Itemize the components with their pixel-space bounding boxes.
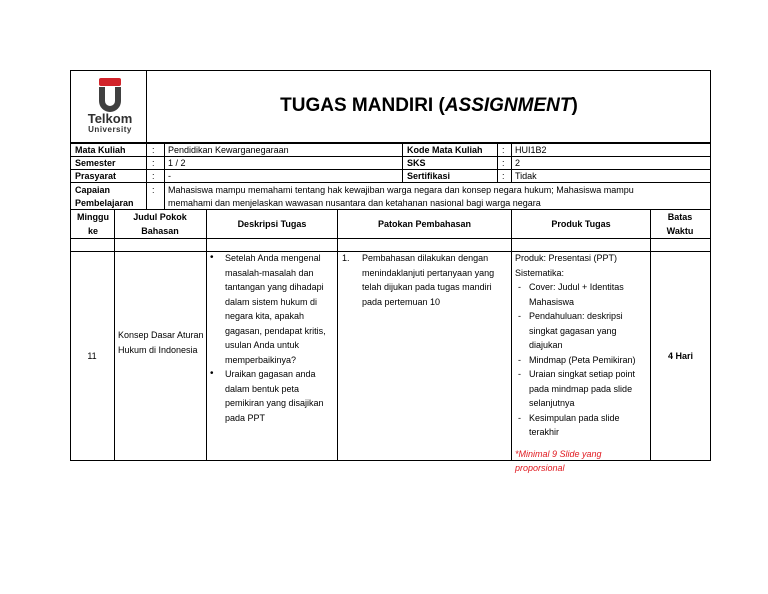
row-batas: 4 Hari (667, 351, 693, 361)
title-italic: ASSIGNMENT (444, 95, 572, 116)
colon: : (502, 171, 505, 181)
info-row-line (70, 169, 711, 170)
produk-item: - Kesimpulan pada slide terakhir (515, 411, 651, 440)
kode-label: Kode Mata Kuliah (407, 145, 483, 155)
prasyarat-label: Prasyarat (75, 171, 117, 181)
info-row-line (70, 156, 711, 157)
task-col-line (114, 209, 115, 461)
header-batas: Batas Waktu (666, 212, 694, 236)
sertifikasi-label: Sertifikasi (407, 171, 451, 181)
mata-kuliah-value: Pendidikan Kewarganegaraan (168, 145, 289, 155)
produk-item: - Cover: Judul + Identitas Mahasiswa (515, 280, 651, 309)
produk-line: Produk: Presentasi (PPT) (515, 253, 618, 263)
telkom-logo (84, 75, 136, 137)
title-end: ) (571, 95, 578, 116)
row-judul: Konsep Dasar Aturan Hukum di Indonesia (118, 330, 204, 355)
logo-brand: Telkom (87, 111, 133, 126)
header-patokan: Patokan Pembahasan (377, 219, 472, 229)
colon: : (502, 158, 505, 168)
deskripsi-item: • Setelah Anda mengenal masalah-masalah dan tantangan yang dihadapi dalam sistem hukum di negara kita, apakah gagasan, pendapat kritis, usulan Anda untuk memperbaikinya? (209, 251, 337, 367)
colon: : (152, 171, 155, 181)
info-col-line (164, 143, 165, 210)
produk-line: Sistematika: (515, 267, 565, 278)
produk-item: - Mindmap (Peta Pemikiran) (515, 353, 651, 368)
task-col-line (511, 209, 512, 461)
capaian-value-2: memahami dan menjelaskan wawasan nusantara dan ketahanan nasional bagi warga negara (168, 198, 541, 208)
row-minggu: 11 (87, 351, 97, 361)
row-patokan: Pembahasan dilakukan dengan menindaklanjuti pertanyaan yang telah dijukan pada tugas mandiri pada pertemuan 10 (362, 253, 495, 307)
info-col-line (497, 143, 498, 182)
logo-sub: University (88, 125, 132, 134)
capaian-label-1: Capaian (75, 185, 111, 195)
colon: : (152, 145, 155, 155)
header-deskripsi: Deskripsi Tugas (237, 219, 307, 229)
produk-note: *Minimal 9 Slide yang proporsional (515, 448, 602, 473)
page-title (147, 94, 711, 118)
produk-item: - Uraian singkat setiap point pada mindmap pada slide selanjutnya (515, 367, 651, 411)
row-deskripsi (209, 251, 337, 425)
info-col-line (146, 143, 147, 210)
info-col-line (402, 143, 403, 182)
task-row-line (70, 238, 711, 239)
colon: : (152, 185, 155, 195)
colon: : (502, 145, 505, 155)
row-produk (515, 251, 651, 476)
sks-value: 2 (515, 158, 521, 168)
sks-label: SKS (407, 158, 426, 168)
task-col-line (206, 209, 207, 461)
kode-value: HUI1B2 (515, 145, 547, 155)
header-minggu: Minggu ke (77, 212, 109, 236)
info-row-line (70, 182, 711, 183)
header-produk: Produk Tugas (551, 219, 611, 229)
semester-value: 1 / 2 (168, 158, 186, 168)
patokan-number: 1. (342, 253, 350, 263)
produk-item: - Pendahuluan: deskripsi singkat gagasan yang diajukan (515, 309, 651, 353)
mata-kuliah-label: Mata Kuliah (75, 145, 126, 155)
info-col-line (511, 143, 512, 182)
capaian-value-1: Mahasiswa mampu memahami tentang hak kewajiban warga negara dan konsep negara hukum; Mahasiswa mampu (168, 185, 634, 195)
colon: : (152, 158, 155, 168)
header-judul: Judul Pokok Bahasan (133, 212, 187, 236)
task-col-line (337, 209, 338, 461)
prasyarat-value: - (168, 171, 171, 181)
deskripsi-item: • Uraikan gagasan anda dalam bentuk peta pemikiran yang disajikan pada PPT (209, 367, 337, 425)
capaian-label-2: Pembelajaran (75, 198, 134, 208)
title-main: TUGAS MANDIRI ( (280, 95, 445, 116)
semester-label: Semester (75, 158, 116, 168)
sertifikasi-value: Tidak (515, 171, 537, 181)
